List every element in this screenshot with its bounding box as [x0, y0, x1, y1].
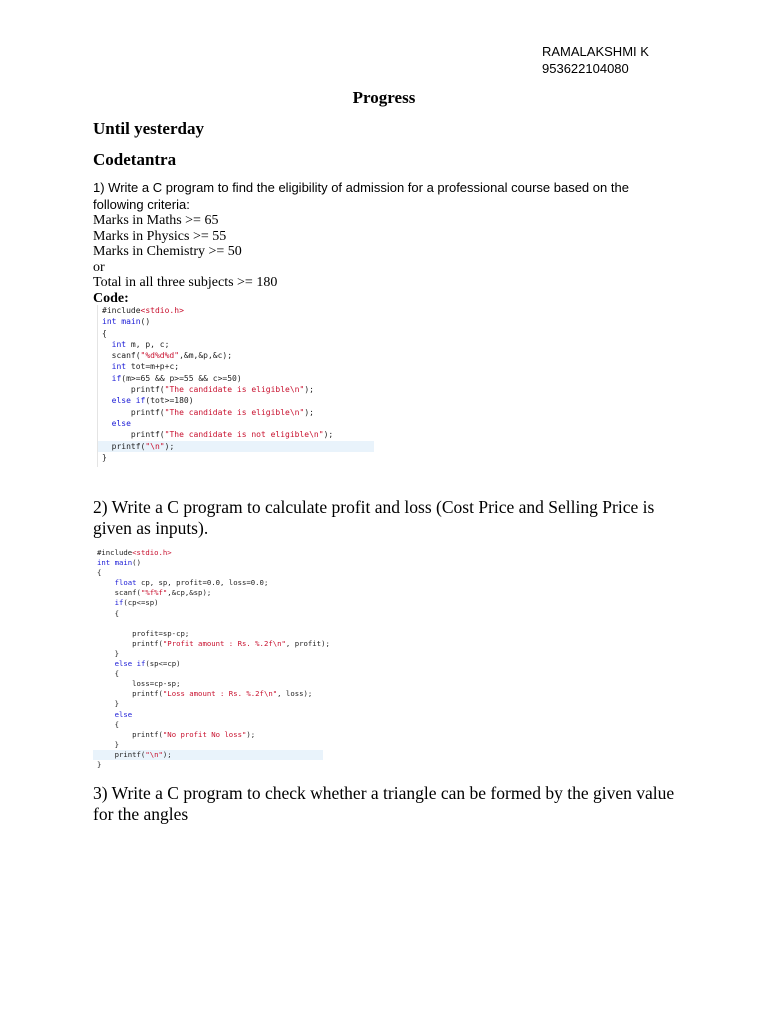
criterion: Marks in Physics >= 55: [93, 228, 227, 244]
criterion: Marks in Maths >= 65: [93, 213, 219, 228]
code-line: scanf("%d%d%d",&m,&p,&c);: [102, 351, 233, 361]
code-screenshot-2: [93, 548, 330, 770]
code-line: [93, 619, 323, 629]
code-label: Code:: [93, 290, 129, 306]
code-line: printf("\n");: [98, 441, 374, 452]
criteria-list: [93, 213, 673, 291]
code-line: {: [97, 568, 102, 578]
code-line: {: [97, 669, 119, 679]
code-screenshot-1: [97, 305, 374, 467]
code-line: int tot=m+p+c;: [111, 362, 180, 372]
question-1: [93, 179, 673, 307]
code-line: #include<stdio.h>: [102, 306, 184, 315]
criterion: Total in all three subjects >= 180: [93, 275, 278, 290]
code-line: }: [102, 452, 107, 462]
author-name: RAMALAKSHMI K: [542, 44, 649, 59]
code-line: {: [102, 328, 107, 338]
code-line: if(m>=65 && p>=55 && c>=50): [111, 373, 242, 383]
question-3: 3) Write a C program to check whether a triangle can be formed by the given value for the angles: [93, 783, 675, 824]
code-line: int main(): [102, 317, 151, 327]
code-line: printf("Profit amount : Rs. %.2f\n", profit);: [97, 638, 330, 648]
question-2: 2) Write a C program to calculate profit and loss (Cost Price and Selling Price is given as inputs).: [93, 497, 655, 538]
code-line: #include<stdio.h>: [97, 548, 172, 557]
code-line: printf("The candidate is not eligible\n");: [102, 430, 334, 440]
code-line: printf("The candidate is eligible\n");: [102, 407, 314, 417]
code-line: if(cp<=sp): [114, 598, 159, 608]
code-line: printf("Loss amount : Rs. %.2f\n", loss);: [97, 689, 313, 699]
code-line: {: [97, 719, 119, 729]
criterion: or: [93, 259, 105, 275]
code-line: int main(): [97, 558, 141, 568]
code-line: }: [97, 699, 119, 709]
code-line: }: [97, 739, 119, 749]
code-line: loss=cp-sp;: [97, 679, 181, 689]
heading-until-yesterday: Until yesterday: [93, 119, 204, 138]
question-1-text: 1) Write a C program to find the eligibility of admission for a professional course based on the following criteria:: [93, 180, 629, 212]
code-line: }: [97, 648, 119, 658]
code-line: int m, p, c;: [111, 339, 170, 349]
code-line: }: [97, 759, 102, 769]
code-line: {: [97, 608, 119, 618]
code-line: float cp, sp, profit=0.0, loss=0.0;: [114, 578, 269, 588]
heading-codetantra: Codetantra: [93, 150, 177, 169]
page-title: Progress: [352, 88, 416, 107]
author-id: 953622104080: [542, 61, 629, 76]
criterion: Marks in Chemistry >= 50: [93, 244, 242, 259]
code-line: scanf("%f%f",&cp,&sp);: [97, 588, 212, 598]
code-line: printf("No profit No loss");: [97, 729, 256, 739]
code-line: profit=sp-cp;: [97, 628, 190, 638]
code-line: else: [114, 709, 133, 719]
code-line: else: [111, 418, 131, 428]
code-line: printf("\n");: [93, 750, 323, 760]
code-line: printf("The candidate is eligible\n");: [102, 385, 314, 395]
code-line: else if(tot>=180): [111, 396, 194, 406]
code-line: else if(sp<=cp): [114, 659, 181, 669]
author-block: [542, 43, 649, 77]
